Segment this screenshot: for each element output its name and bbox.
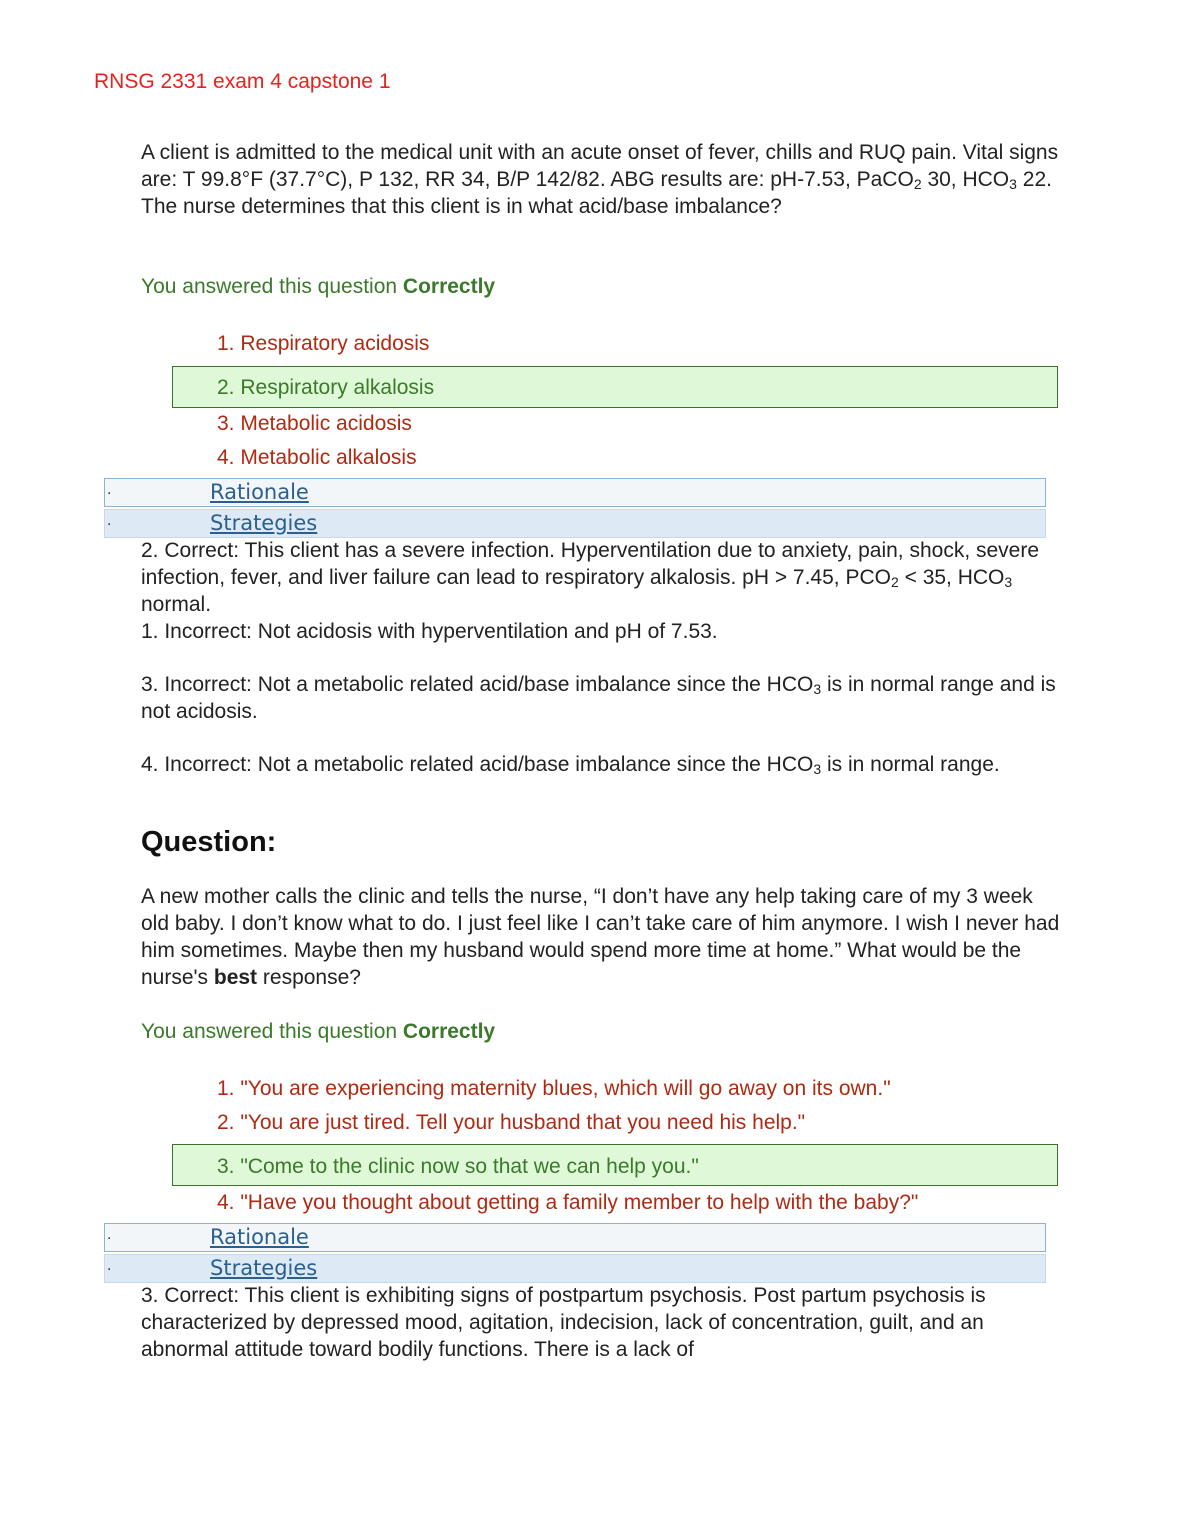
q1-option-1[interactable]: 1. Respiratory acidosis	[217, 332, 430, 355]
bar-marker: .	[107, 481, 112, 498]
q1-rationale-bar[interactable]	[104, 478, 1046, 507]
document-title: RNSG 2331 exam 4 capstone 1	[94, 70, 391, 93]
q2-option-4[interactable]: 4. "Have you thought about getting a family member to help with the baby?"	[217, 1191, 919, 1214]
q2-option-1[interactable]: 1. "You are experiencing maternity blues, which will go away on its own."	[217, 1077, 891, 1100]
question-2-stem: A new mother calls the clinic and tells the nurse, “I don’t have any help taking care of my 3 week old baby. I don’t know what to do. I just feel like I can’t take care of him anymore. I wish I never had him sometimes. Maybe then my husband would spend more time at home.” What would be the nurse's best response?	[141, 885, 1060, 989]
q2-rationale-bar[interactable]	[104, 1223, 1046, 1252]
q1-rationale-link[interactable]: Rationale	[210, 480, 309, 504]
q1-rationale-incorrect-3: 3. Incorrect: Not a metabolic related acid/base imbalance since the $HCO_3$ is in normal range and is not acidosis.	[141, 673, 1056, 723]
q2-strategies-bar[interactable]	[104, 1254, 1046, 1283]
q1-option-2-correct[interactable]: 2. Respiratory alkalosis	[217, 376, 435, 399]
question-2-heading: Question:	[141, 826, 277, 858]
q2-option-2[interactable]: 2. "You are just tired. Tell your husband that you need his help."	[217, 1111, 806, 1134]
question-1-status: You answered this question Correctly	[141, 275, 496, 298]
q1-rationale-correct: 2. Correct: This client has a severe infection. Hyperventilation due to anxiety, pain, shock, severe infection, fever, and liver failure can lead to respiratory alkalosis. pH > 7.45, $PCO_2 < 35$, $HCO_3$ normal.	[141, 539, 1040, 616]
q1-strategies-link[interactable]: Strategies	[210, 511, 318, 535]
question-1-stem: A client is admitted to the medical unit with an acute onset of fever, chills and RUQ pain. Vital signs are: T 99.8°F (37.7°C), P 132, RR 34, B/P 142/82. ABG results are: pH-7.53, PaCO$_2$ 30, $HCO_3$ 22. The nurse determines that this client is in what acid/base imbalance?	[141, 141, 1059, 218]
q2-strategies-link[interactable]: Strategies	[210, 1256, 318, 1280]
bar-marker: .	[107, 1226, 112, 1243]
q2-rationale-link[interactable]: Rationale	[210, 1225, 309, 1249]
q1-rationale-incorrect-4: 4. Incorrect: Not a metabolic related acid/base imbalance since the $HCO_3$ is in normal range.	[141, 753, 1000, 777]
q1-option-4[interactable]: 4. Metabolic alkalosis	[217, 446, 417, 469]
bar-marker: .	[107, 1257, 112, 1274]
q2-option-3-correct[interactable]: 3. "Come to the clinic now so that we can help you."	[217, 1155, 699, 1178]
q2-rationale-text: 3. Correct: This client is exhibiting signs of postpartum psychosis. Post partum psychosis is characterized by depressed mood, agitation, indecision, lack of concentration, guilt, and an abnormal attitude toward bodily functions. There is a lack of	[141, 1284, 986, 1361]
bar-marker: .	[107, 512, 112, 529]
question-2-status: You answered this question Correctly	[141, 1020, 496, 1043]
q1-rationale-incorrect-1: 1. Incorrect: Not acidosis with hyperventilation and pH of 7.53.	[141, 620, 718, 643]
q1-option-3[interactable]: 3. Metabolic acidosis	[217, 412, 412, 435]
q1-strategies-bar[interactable]	[104, 509, 1046, 538]
